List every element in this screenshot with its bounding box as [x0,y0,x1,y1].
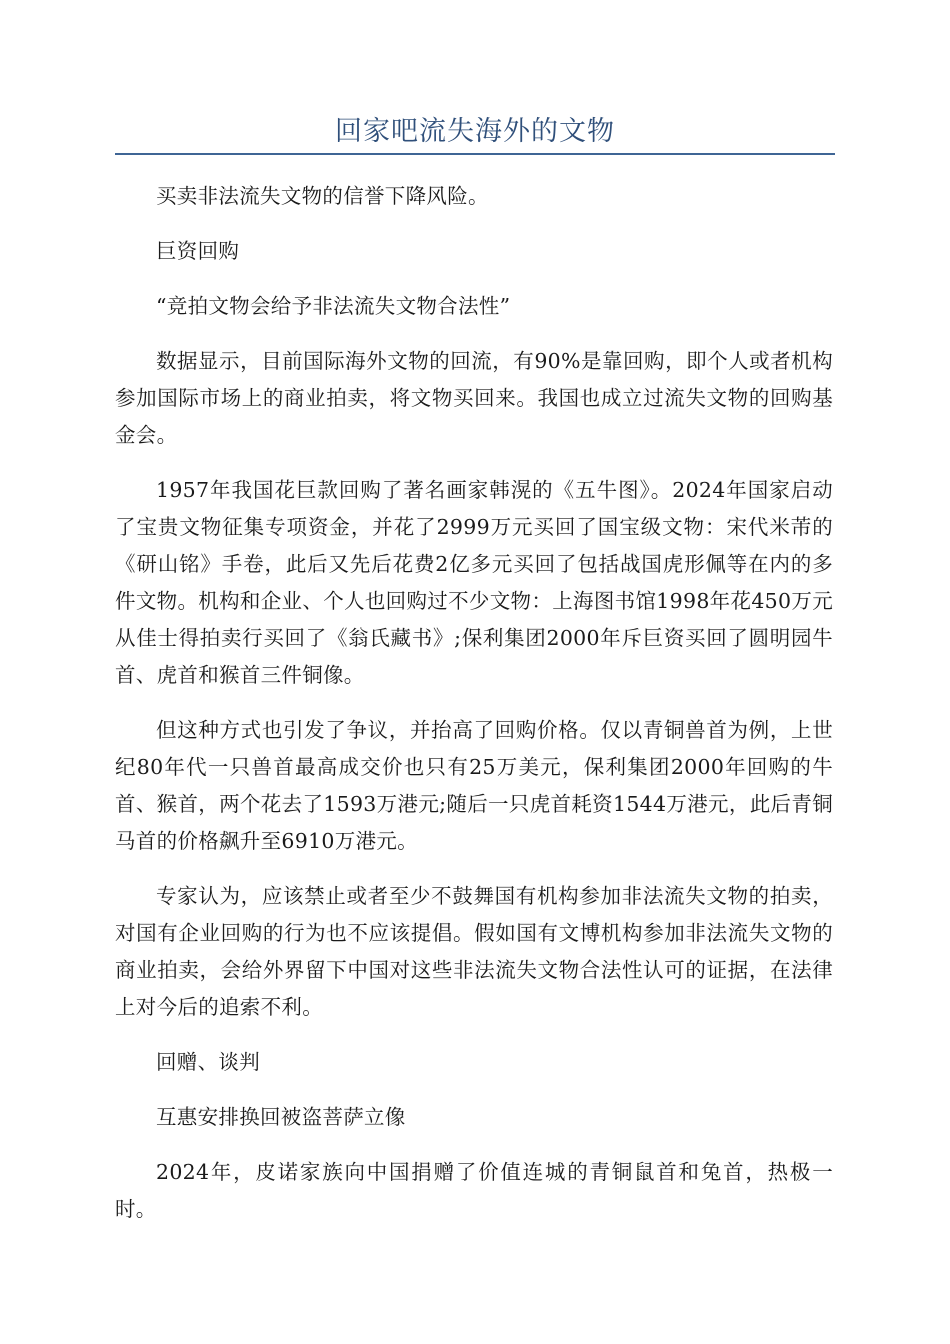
document-title: 回家吧流失海外的文物 [335,116,615,147]
title-divider [115,153,835,155]
subheading-exchange: 互惠安排换回被盗菩萨立像 [156,1105,406,1129]
paragraph-donation: 2024年，皮诺家族向中国捐赠了价值连城的青铜鼠首和兔首，热极一时。 [115,1160,833,1221]
paragraph-expert: 专家认为，应该禁止或者至少不鼓舞国有机构参加非法流失文物的拍卖，对国有企业回购的行为也不应该提倡。假如国有文博机构参加非法流失文物的商业拍卖，会给外界留下中国对这些非法流失文物合法性认可的证据，在法律上对今后的追索不利。 [115,884,833,1019]
paragraph-history: 1957年我国花巨款回购了著名画家韩滉的《五牛图》。2024年国家启动了宝贵文物征集专项资金，并花了2999万元买回了国宝级文物：宋代米芾的《研山铭》手卷，此后又先后花费2亿多元买回了包括战国虎形佩等在内的多件文物。机构和企业、个人也回购过不少文物：上海图书馆1998年花450万元从佳士得拍卖行买回了《翁氏藏书》;保利集团2000年斥巨资买回了圆明园牛首、虎首和猴首三件铜像。 [115,478,833,687]
document-body [115,178,833,1246]
paragraph-1: 买卖非法流失文物的信誉下降风险。 [156,184,489,208]
subheading-quote: “竞拍文物会给予非法流失文物合法性” [156,294,511,318]
section-heading-huigou: 巨资回购 [156,239,240,263]
section-heading-huizeng: 回赠、谈判 [156,1050,260,1074]
paragraph-controversy: 但这种方式也引发了争议，并抬高了回购价格。仅以青铜兽首为例，上世纪80年代一只兽首最高成交价也只有25万美元，保利集团2000年回购的牛首、猴首，两个花去了1593万港元;随后一只虎首耗资1544万港元，此后青铜马首的价格飙升至6910万港元。 [115,718,833,853]
paragraph-data: 数据显示，目前国际海外文物的回流，有90%是靠回购，即个人或者机构参加国际市场上的商业拍卖，将文物买回来。我国也成立过流失文物的回购基金会。 [115,349,833,447]
